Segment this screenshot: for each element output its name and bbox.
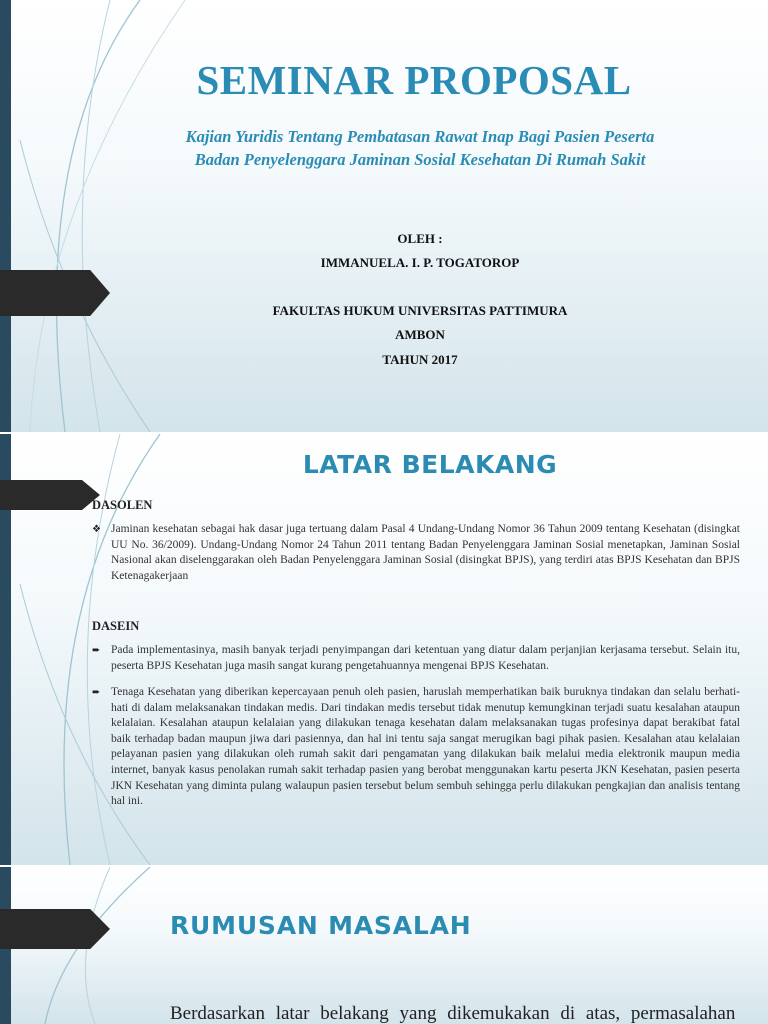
arrow-bullet-icon: ➨ (92, 687, 101, 698)
dasolen-text: Jaminan kesehatan sebagai hak dasar juga tertuang dalam Pasal 4 Undang-Undang Nomor 36 Tahun 2009 tentang Kesehatan (disingkat UU No. 36/2009). Undang-Undang Nomor 24 Tahun 2011 tentang Badan Penyelenggara Jaminan Sosial menetapkan, Jaminan Sosial Nasional akan diselenggarakan oleh Badan Penyelenggara Jaminan Sosial (disingkat BPJS), yang terdiri atas BPJS Kesehatan dan BPJS Ketenagakerjaan (111, 523, 740, 582)
list-item (92, 685, 740, 810)
subtitle-line-2: Badan Penyelenggara Jaminan Sosial Kesehatan Di Rumah Sakit (194, 150, 646, 169)
year-label: TAHUN 2017 (382, 352, 458, 367)
slide-background (0, 867, 768, 1024)
diamond-bullet-icon: ❖ (92, 524, 101, 535)
dasein-text-2: Tenaga Kesehatan yang diberikan kepercayaan penuh oleh pasien, haruslah memperhatikan baik buruknya tindakan dan selalu berhati-hati di dalam melaksanakan tindakan medis. Dari tindakan medis tersebut tidak menutup kemungkinan terjadi suatu kesalahan ataupun kelalaian. Kesalahan ataupun kelalaian yang dilakukan tenaga kesehatan dalam melaksanakan tugas profesinya dapat berakibat fatal baik terhadap badan maupun jiwa dari pasiennya, dan hal ini tentu saja sangat merugikan bagi pihak pasien. Kesalahan atau kelalaian pelayanan pasien yang dilakukan oleh rumah sakit dari pengamatan yang dilakukan baik melalui media elektronik maupun media internet, banyak kasus penolakan rumah sakit terhadap pasien yang berobat menggunakan kartu peserta JKN Kesehatan, pasien peserta JKN Kesehatan yang diminta pulang walaupun pasien tersebut belum sembuh sehingga perlu dilakukan pengkajian dan analisis tentang hal ini. (111, 686, 740, 808)
arrow-bullet-icon: ➨ (92, 645, 101, 656)
section-title: RUMUSAN MASALAH (170, 911, 472, 940)
author-name: IMMANUELA. I. P. TOGATOROP (320, 255, 520, 270)
decorative-tab (0, 480, 100, 510)
body-text: Berdasarkan latar belakang yang dikemukakan di atas, permasalahan (170, 1003, 736, 1024)
decorative-tab (0, 909, 110, 949)
decorative-tab (0, 270, 110, 316)
dasolen-heading: DASOLEN (92, 498, 153, 512)
page-title: SEMINAR PROPOSAL (196, 57, 632, 103)
subtitle-line-1: Kajian Yuridis Tentang Pembatasan Rawat Inap Bagi Pasien Peserta (185, 127, 655, 146)
list-item (92, 643, 740, 674)
list-item (92, 522, 740, 584)
slide-title (0, 0, 768, 432)
city-name: AMBON (395, 327, 445, 342)
decorative-swoosh (0, 867, 768, 1024)
dasein-heading: DASEIN (92, 619, 140, 633)
section-title: LATAR BELAKANG (302, 450, 558, 479)
faculty-name: FAKULTAS HUKUM UNIVERSITAS PATTIMURA (272, 303, 568, 318)
slide-background (0, 434, 768, 865)
dasein-text-1: Pada implementasinya, masih banyak terjadi penyimpangan dari ketentuan yang diatur dalam perjanjian kerjasama tersebut. Selain itu, peserta BPJS Kesehatan juga masih sangat kurang pengetahuannya mengenai BPJS Kesehatan. (111, 644, 740, 672)
by-label: OLEH : (397, 231, 443, 246)
